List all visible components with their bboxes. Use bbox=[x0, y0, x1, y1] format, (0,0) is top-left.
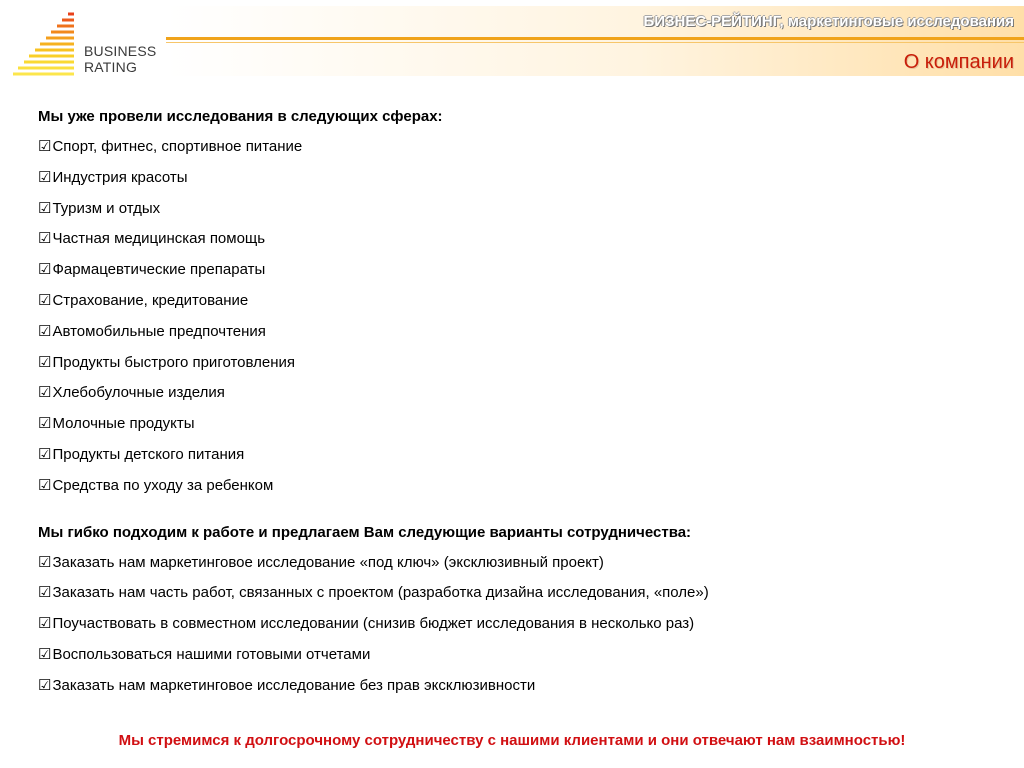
list-item-label: Воспользоваться нашими готовыми отчетами bbox=[52, 645, 371, 663]
list-item bbox=[38, 445, 988, 476]
company-name: БИЗНЕС-РЕЙТИНГ, bbox=[643, 13, 784, 30]
list-item bbox=[38, 676, 988, 707]
list-item bbox=[38, 583, 988, 614]
header-bar bbox=[166, 6, 1024, 76]
checkbox-checked-icon: ☑ bbox=[38, 138, 52, 155]
list-item-label: Автомобильные предпочтения bbox=[52, 322, 266, 340]
list-item-label: Спорт, фитнес, спортивное питание bbox=[52, 138, 303, 155]
company-tagline: маркетинговые исследования bbox=[783, 13, 1014, 30]
section-heading-research-areas: Мы уже провели исследования в следующих сферах: bbox=[38, 108, 443, 125]
company-title bbox=[644, 13, 1014, 30]
footer-slogan: Мы стремимся к долгосрочному сотрудничеству с нашими клиентами и они отвечают нам взаимностью! bbox=[118, 732, 906, 749]
list-item bbox=[38, 414, 988, 445]
logo-line-2: RATING bbox=[84, 59, 138, 75]
list-item bbox=[38, 645, 988, 676]
list-item-label: Частная медицинская помощь bbox=[52, 230, 266, 248]
list-item-label: Заказать нам маркетинговое исследование «под ключ» (эксклюзивный проект) bbox=[52, 553, 604, 571]
checkbox-checked-icon: ☑ bbox=[38, 676, 52, 694]
cooperation-options-list bbox=[38, 553, 988, 707]
list-item bbox=[38, 353, 988, 384]
list-item-label: Продукты быстрого приготовления bbox=[52, 353, 296, 371]
list-item bbox=[38, 614, 988, 645]
header-divider-thin bbox=[166, 42, 1024, 43]
list-item bbox=[38, 229, 988, 260]
list-item-label: Молочные продукты bbox=[52, 415, 195, 433]
checkbox-checked-icon: ☑ bbox=[38, 415, 52, 433]
checkbox-checked-icon: ☑ bbox=[38, 353, 52, 371]
research-areas-list bbox=[38, 137, 988, 507]
list-item-label: Туризм и отдых bbox=[52, 199, 161, 217]
logo-text bbox=[84, 43, 156, 75]
logo-line-1: BUSINESS bbox=[84, 43, 157, 59]
checkbox-checked-icon: ☑ bbox=[38, 584, 52, 602]
list-item-label: Продукты детского питания bbox=[52, 445, 245, 463]
list-item bbox=[38, 322, 988, 353]
checkbox-checked-icon: ☑ bbox=[38, 230, 52, 248]
list-item bbox=[38, 168, 988, 199]
checkbox-checked-icon: ☑ bbox=[38, 384, 52, 402]
list-item-label: Фармацевтические препараты bbox=[52, 261, 266, 279]
list-item-label: Поучаствовать в совместном исследовании (снизив бюджет исследования в несколько раз) bbox=[52, 615, 695, 633]
list-item bbox=[38, 291, 988, 322]
checkbox-checked-icon: ☑ bbox=[38, 291, 52, 309]
list-item-label: Заказать нам часть работ, связанных с проектом (разработка дизайна исследования, «поле») bbox=[52, 584, 709, 602]
checkbox-checked-icon: ☑ bbox=[38, 168, 52, 186]
page-title: О компании bbox=[903, 51, 1014, 73]
list-item-label: Страхование, кредитование bbox=[52, 291, 249, 309]
checkbox-checked-icon: ☑ bbox=[38, 261, 52, 279]
checkbox-checked-icon: ☑ bbox=[38, 445, 52, 463]
section-heading-cooperation: Мы гибко подходим к работе и предлагаем Вам следующие варианты сотрудничества: bbox=[38, 523, 692, 541]
list-item bbox=[38, 383, 988, 414]
list-item bbox=[38, 260, 988, 291]
list-item bbox=[38, 476, 988, 507]
list-item bbox=[38, 199, 988, 230]
list-item bbox=[38, 553, 988, 584]
list-item-label: Заказать нам маркетинговое исследование без прав эксклюзивности bbox=[52, 676, 536, 694]
logo-triangle-icon bbox=[13, 8, 74, 74]
checkbox-checked-icon: ☑ bbox=[38, 553, 52, 571]
list-item-label: Индустрия красоты bbox=[52, 168, 188, 186]
list-item-label: Хлебобулочные изделия bbox=[52, 384, 225, 402]
list-item bbox=[38, 137, 988, 168]
checkbox-checked-icon: ☑ bbox=[38, 199, 52, 217]
main-content bbox=[38, 108, 988, 707]
list-item-label: Средства по уходу за ребенком bbox=[52, 476, 274, 494]
checkbox-checked-icon: ☑ bbox=[38, 615, 52, 633]
checkbox-checked-icon: ☑ bbox=[38, 476, 52, 494]
header-divider bbox=[166, 37, 1024, 40]
checkbox-checked-icon: ☑ bbox=[38, 645, 52, 663]
checkbox-checked-icon: ☑ bbox=[38, 322, 52, 340]
